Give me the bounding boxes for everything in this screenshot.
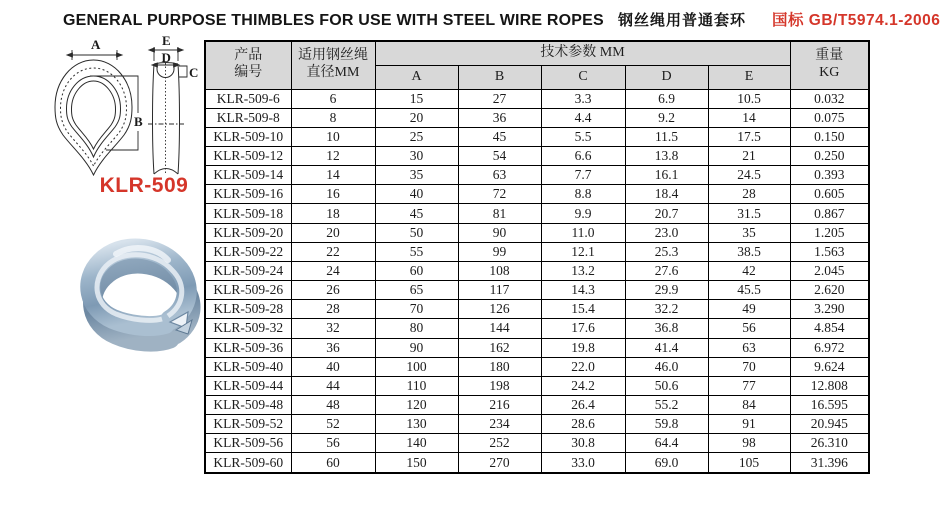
value-cell: 30.8 (541, 434, 625, 453)
value-cell: 0.393 (790, 166, 869, 185)
col-header-product-no (205, 41, 291, 89)
dim-b-label: B (134, 114, 143, 129)
value-cell: 6.972 (790, 338, 869, 357)
value-cell: 70 (375, 300, 458, 319)
value-cell: 11.5 (625, 127, 708, 146)
value-cell: 56 (291, 434, 375, 453)
value-cell: 11.0 (541, 223, 625, 242)
col-header-rope-diameter (291, 41, 375, 89)
value-cell: 28 (708, 185, 790, 204)
value-cell: 28.6 (541, 415, 625, 434)
value-cell: 3.3 (541, 89, 625, 108)
value-cell: 32 (291, 319, 375, 338)
value-cell: 4.4 (541, 108, 625, 127)
value-cell: 65 (375, 281, 458, 300)
value-cell: 31.5 (708, 204, 790, 223)
value-cell: 26.4 (541, 396, 625, 415)
value-cell: 46.0 (625, 357, 708, 376)
col-header-weight-line1: 重量 (815, 48, 844, 64)
value-cell: 24 (291, 261, 375, 280)
value-cell: 81 (458, 204, 541, 223)
value-cell: 20.7 (625, 204, 708, 223)
title-bar (63, 8, 940, 30)
value-cell: 270 (458, 453, 541, 473)
value-cell: 0.032 (790, 89, 869, 108)
table-row (205, 319, 869, 338)
value-cell: 13.2 (541, 261, 625, 280)
value-cell: 0.605 (790, 185, 869, 204)
value-cell: 25.3 (625, 242, 708, 261)
value-cell: 14 (708, 108, 790, 127)
product-no-cell: KLR-509-48 (205, 396, 291, 415)
value-cell: 45 (458, 127, 541, 146)
value-cell: 6.6 (541, 146, 625, 165)
spec-table-header (205, 41, 869, 89)
value-cell: 36 (291, 338, 375, 357)
value-cell: 24.5 (708, 166, 790, 185)
thimble-product-photo (58, 216, 206, 354)
product-no-cell: KLR-509-52 (205, 415, 291, 434)
value-cell: 30 (375, 146, 458, 165)
sub-col-c: C (541, 65, 625, 89)
table-row (205, 108, 869, 127)
value-cell: 140 (375, 434, 458, 453)
product-no-cell: KLR-509-14 (205, 166, 291, 185)
value-cell: 50 (375, 223, 458, 242)
value-cell: 40 (291, 357, 375, 376)
value-cell: 26 (291, 281, 375, 300)
value-cell: 3.290 (790, 300, 869, 319)
value-cell: 105 (708, 453, 790, 473)
table-row (205, 127, 869, 146)
value-cell: 10 (291, 127, 375, 146)
value-cell: 0.867 (790, 204, 869, 223)
value-cell: 91 (708, 415, 790, 434)
value-cell: 29.9 (625, 281, 708, 300)
value-cell: 5.5 (541, 127, 625, 146)
value-cell: 36 (458, 108, 541, 127)
value-cell: 15.4 (541, 300, 625, 319)
value-cell: 8.8 (541, 185, 625, 204)
value-cell: 8 (291, 108, 375, 127)
dim-d-label: D (161, 50, 171, 65)
value-cell: 25 (375, 127, 458, 146)
value-cell: 9.2 (625, 108, 708, 127)
table-row (205, 204, 869, 223)
col-header-diameter-line1: 适用钢丝绳 (298, 48, 368, 64)
product-no-cell: KLR-509-10 (205, 127, 291, 146)
value-cell: 42 (708, 261, 790, 280)
table-row (205, 415, 869, 434)
product-no-cell: KLR-509-12 (205, 146, 291, 165)
table-row (205, 242, 869, 261)
product-no-cell: KLR-509-24 (205, 261, 291, 280)
sub-col-e: E (708, 65, 790, 89)
product-no-cell: KLR-509-60 (205, 453, 291, 473)
sub-col-b: B (458, 65, 541, 89)
value-cell: 4.854 (790, 319, 869, 338)
value-cell: 180 (458, 357, 541, 376)
thimble-photo-shape (90, 248, 192, 342)
value-cell: 99 (458, 242, 541, 261)
value-cell: 90 (458, 223, 541, 242)
product-no-cell: KLR-509-56 (205, 434, 291, 453)
dim-a (72, 37, 117, 60)
value-cell: 59.8 (625, 415, 708, 434)
value-cell: 21 (708, 146, 790, 165)
table-row (205, 281, 869, 300)
product-no-cell: KLR-509-28 (205, 300, 291, 319)
table-row (205, 166, 869, 185)
value-cell: 28 (291, 300, 375, 319)
table-row (205, 185, 869, 204)
value-cell: 80 (375, 319, 458, 338)
dim-a-label: A (91, 37, 101, 52)
value-cell: 20 (375, 108, 458, 127)
value-cell: 90 (375, 338, 458, 357)
value-cell: 14.3 (541, 281, 625, 300)
value-cell: 52 (291, 415, 375, 434)
value-cell: 17.6 (541, 319, 625, 338)
value-cell: 1.205 (790, 223, 869, 242)
value-cell: 63 (708, 338, 790, 357)
value-cell: 50.6 (625, 376, 708, 395)
product-no-cell: KLR-509-6 (205, 89, 291, 108)
spec-table-body (205, 89, 869, 473)
value-cell: 18.4 (625, 185, 708, 204)
value-cell: 54 (458, 146, 541, 165)
value-cell: 6.9 (625, 89, 708, 108)
value-cell: 33.0 (541, 453, 625, 473)
value-cell: 126 (458, 300, 541, 319)
value-cell: 18 (291, 204, 375, 223)
value-cell: 16 (291, 185, 375, 204)
table-row (205, 434, 869, 453)
table-row (205, 261, 869, 280)
front-view-outline (55, 60, 132, 175)
col-header-product-line2: 编号 (234, 65, 263, 81)
product-no-cell: KLR-509-8 (205, 108, 291, 127)
product-no-cell: KLR-509-32 (205, 319, 291, 338)
value-cell: 12 (291, 146, 375, 165)
value-cell: 41.4 (625, 338, 708, 357)
value-cell: 98 (708, 434, 790, 453)
title-english: GENERAL PURPOSE THIMBLES FOR USE WITH STEEL WIRE ROPES (63, 12, 604, 29)
table-row (205, 357, 869, 376)
value-cell: 24.2 (541, 376, 625, 395)
table-row (205, 89, 869, 108)
value-cell: 72 (458, 185, 541, 204)
value-cell: 64.4 (625, 434, 708, 453)
value-cell: 49 (708, 300, 790, 319)
value-cell: 16.595 (790, 396, 869, 415)
value-cell: 44 (291, 376, 375, 395)
dim-e-label: E (162, 35, 171, 48)
value-cell: 27 (458, 89, 541, 108)
col-header-weight-line2: KG (819, 65, 840, 81)
value-cell: 10.5 (708, 89, 790, 108)
table-row (205, 376, 869, 395)
sub-col-d: D (625, 65, 708, 89)
value-cell: 9.9 (541, 204, 625, 223)
value-cell: 60 (375, 261, 458, 280)
value-cell: 70 (708, 357, 790, 376)
value-cell: 6 (291, 89, 375, 108)
value-cell: 38.5 (708, 242, 790, 261)
value-cell: 12.808 (790, 376, 869, 395)
value-cell: 120 (375, 396, 458, 415)
value-cell: 144 (458, 319, 541, 338)
value-cell: 12.1 (541, 242, 625, 261)
value-cell: 15 (375, 89, 458, 108)
value-cell: 22 (291, 242, 375, 261)
model-number-label: KLR-509 (99, 174, 189, 197)
value-cell: 162 (458, 338, 541, 357)
product-no-cell: KLR-509-40 (205, 357, 291, 376)
value-cell: 22.0 (541, 357, 625, 376)
col-header-tech-params: 技术参数 MM (375, 41, 790, 65)
product-no-cell: KLR-509-18 (205, 204, 291, 223)
table-row (205, 453, 869, 473)
value-cell: 110 (375, 376, 458, 395)
sub-col-a: A (375, 65, 458, 89)
value-cell: 2.620 (790, 281, 869, 300)
col-header-weight (790, 41, 869, 89)
value-cell: 35 (708, 223, 790, 242)
product-no-cell: KLR-509-36 (205, 338, 291, 357)
value-cell: 23.0 (625, 223, 708, 242)
value-cell: 7.7 (541, 166, 625, 185)
value-cell: 48 (291, 396, 375, 415)
value-cell: 198 (458, 376, 541, 395)
value-cell: 234 (458, 415, 541, 434)
value-cell: 84 (708, 396, 790, 415)
value-cell: 216 (458, 396, 541, 415)
value-cell: 130 (375, 415, 458, 434)
product-no-cell: KLR-509-22 (205, 242, 291, 261)
dim-c (179, 65, 198, 80)
value-cell: 77 (708, 376, 790, 395)
value-cell: 40 (375, 185, 458, 204)
value-cell: 16.1 (625, 166, 708, 185)
table-row (205, 146, 869, 165)
value-cell: 100 (375, 357, 458, 376)
dim-c-label: C (189, 65, 199, 80)
dim-b (90, 76, 143, 150)
value-cell: 27.6 (625, 261, 708, 280)
product-no-cell: KLR-509-44 (205, 376, 291, 395)
side-view-outline (148, 63, 184, 176)
product-no-cell: KLR-509-26 (205, 281, 291, 300)
value-cell: 36.8 (625, 319, 708, 338)
value-cell: 45 (375, 204, 458, 223)
title-chinese: 钢丝绳用普通套环 (617, 12, 746, 29)
value-cell: 32.2 (625, 300, 708, 319)
value-cell: 26.310 (790, 434, 869, 453)
value-cell: 252 (458, 434, 541, 453)
value-cell: 0.250 (790, 146, 869, 165)
value-cell: 0.150 (790, 127, 869, 146)
spec-table (204, 40, 870, 474)
value-cell: 63 (458, 166, 541, 185)
value-cell: 0.075 (790, 108, 869, 127)
product-no-cell: KLR-509-20 (205, 223, 291, 242)
value-cell: 13.8 (625, 146, 708, 165)
value-cell: 1.563 (790, 242, 869, 261)
table-row (205, 223, 869, 242)
value-cell: 31.396 (790, 453, 869, 473)
value-cell: 20 (291, 223, 375, 242)
value-cell: 60 (291, 453, 375, 473)
value-cell: 55.2 (625, 396, 708, 415)
value-cell: 55 (375, 242, 458, 261)
value-cell: 35 (375, 166, 458, 185)
value-cell: 56 (708, 319, 790, 338)
value-cell: 2.045 (790, 261, 869, 280)
value-cell: 69.0 (625, 453, 708, 473)
value-cell: 9.624 (790, 357, 869, 376)
table-row (205, 338, 869, 357)
value-cell: 20.945 (790, 415, 869, 434)
col-header-diameter-line2: 直径MM (306, 65, 360, 81)
value-cell: 17.5 (708, 127, 790, 146)
col-header-product-line1: 产品 (234, 48, 263, 64)
product-no-cell: KLR-509-16 (205, 185, 291, 204)
table-row (205, 300, 869, 319)
value-cell: 150 (375, 453, 458, 473)
table-row (205, 396, 869, 415)
value-cell: 19.8 (541, 338, 625, 357)
value-cell: 108 (458, 261, 541, 280)
standard-reference: 国标 GB/T5974.1-2006 (771, 12, 941, 29)
value-cell: 117 (458, 281, 541, 300)
value-cell: 45.5 (708, 281, 790, 300)
thimble-technical-drawing (10, 35, 200, 180)
value-cell: 14 (291, 166, 375, 185)
